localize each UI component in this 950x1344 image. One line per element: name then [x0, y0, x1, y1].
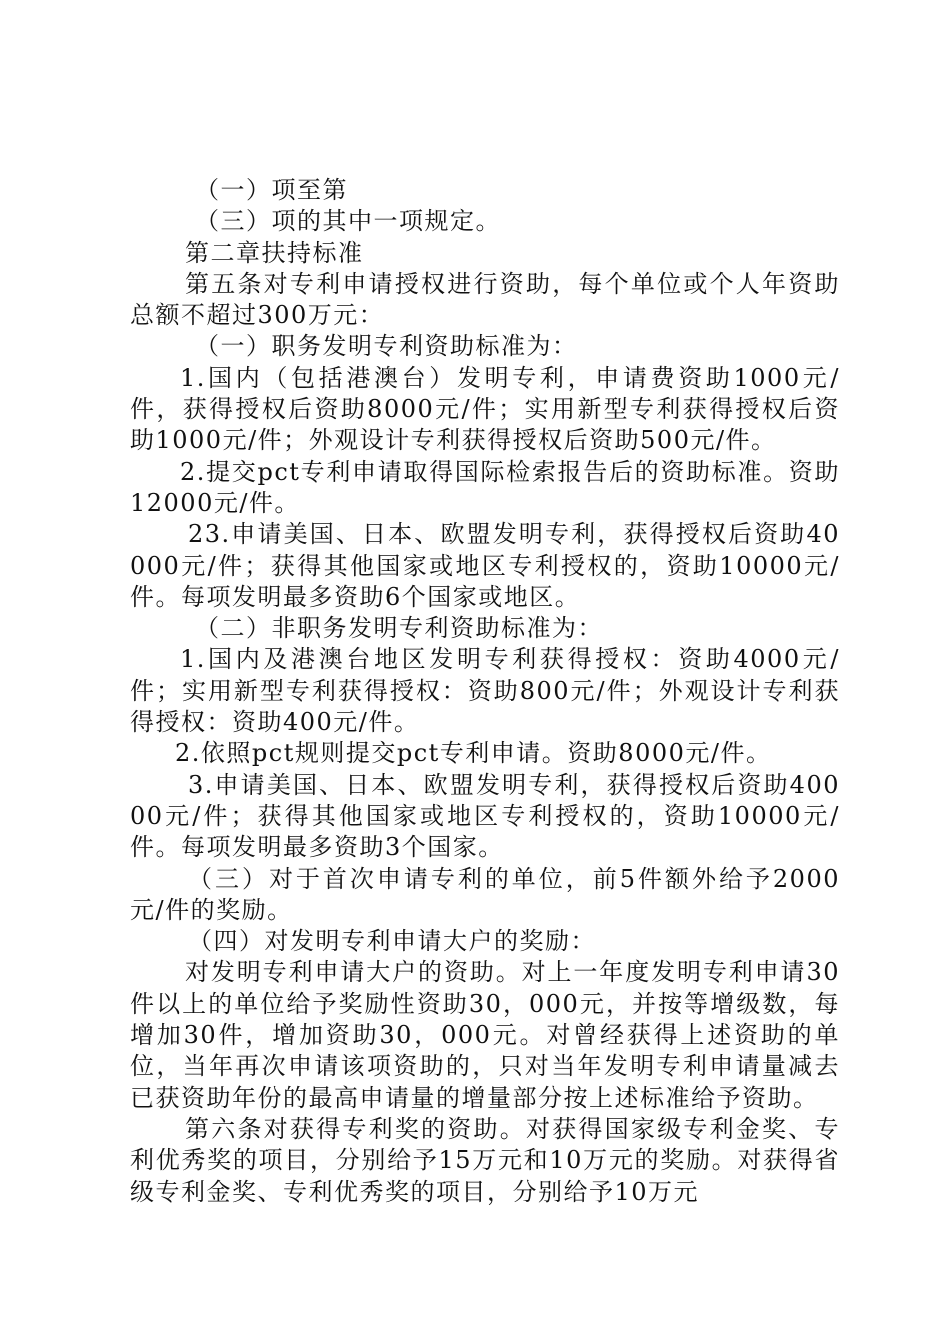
clause-pct-rules: 2.依照pct规则提交pct专利申请。资助8000元/件。 [175, 739, 772, 768]
clause-foreign-patent: 23.申请美国、日本、欧盟发明专利，获得授权后资助40000元/件；获得其他国家或地区专利授权的，资助10000元/件。每项发明最多资助6个国家或地区。 [130, 520, 840, 611]
paragraph-item-1: （一）项至第 [195, 176, 348, 204]
clause-foreign-grant: 3.申请美国、日本、欧盟发明专利，获得授权后资助40000元/件；获得其他国家或地区专利授权的，资助10000元/件。每项发明最多资助3个国家。 [130, 770, 840, 862]
section-service-invention: （一）职务发明专利资助标准为： [195, 332, 578, 361]
chapter-heading: 第二章扶持标准 [185, 238, 364, 267]
section-non-service-invention: （二）非职务发明专利资助标准为： [195, 614, 603, 643]
article-6: 第六条对获得专利奖的资助。对获得国家级专利金奖、专利优秀奖的项目，分别给予15万元和10万元的奖励。对获得省级专利金奖、专利优秀奖的项目，分别给予10万元 [130, 1114, 840, 1206]
article-5: 第五条对专利申请授权进行资助，每个单位或个人年资助总额不超过300万元： [130, 269, 840, 330]
clause-major-applicant-funding: 对发明专利申请大户的资助。对上一年度发明专利申请30件以上的单位给予奖励性资助30，000元，并按等增级数，每增加30件，增加资助30，000元。对曾经获得上述资助的单位，当年再次申请该项资助的，只对当年发明专利申请量减去已获资助年份的最高申请量的增量部分按上述标准给予资助。 [130, 958, 840, 1112]
paragraph-item-3: （三）项的其中一项规定。 [195, 207, 501, 236]
clause-pct-application: 2.提交pct专利申请取得国际检索报告后的资助标准。资助12000元/件。 [130, 457, 840, 517]
clause-domestic-grant: 1.国内及港澳台地区发明专利获得授权：资助4000元/件；实用新型专利获得授权：资助800元/件；外观设计专利获得授权：资助400元/件。 [130, 645, 840, 737]
document-body [130, 175, 840, 1208]
section-first-application: （三）对于首次申请专利的单位，前5件额外给予2000元/件的奖励。 [130, 864, 840, 924]
section-major-applicant: （四）对发明专利申请大户的奖励： [188, 927, 596, 956]
clause-domestic-patent: 1.国内（包括港澳台）发明专利，申请费资助1000元/件，获得授权后资助8000元/件；实用新型专利获得授权后资助1000元/件；外观设计专利获得授权后资助500元/件。 [130, 363, 840, 455]
